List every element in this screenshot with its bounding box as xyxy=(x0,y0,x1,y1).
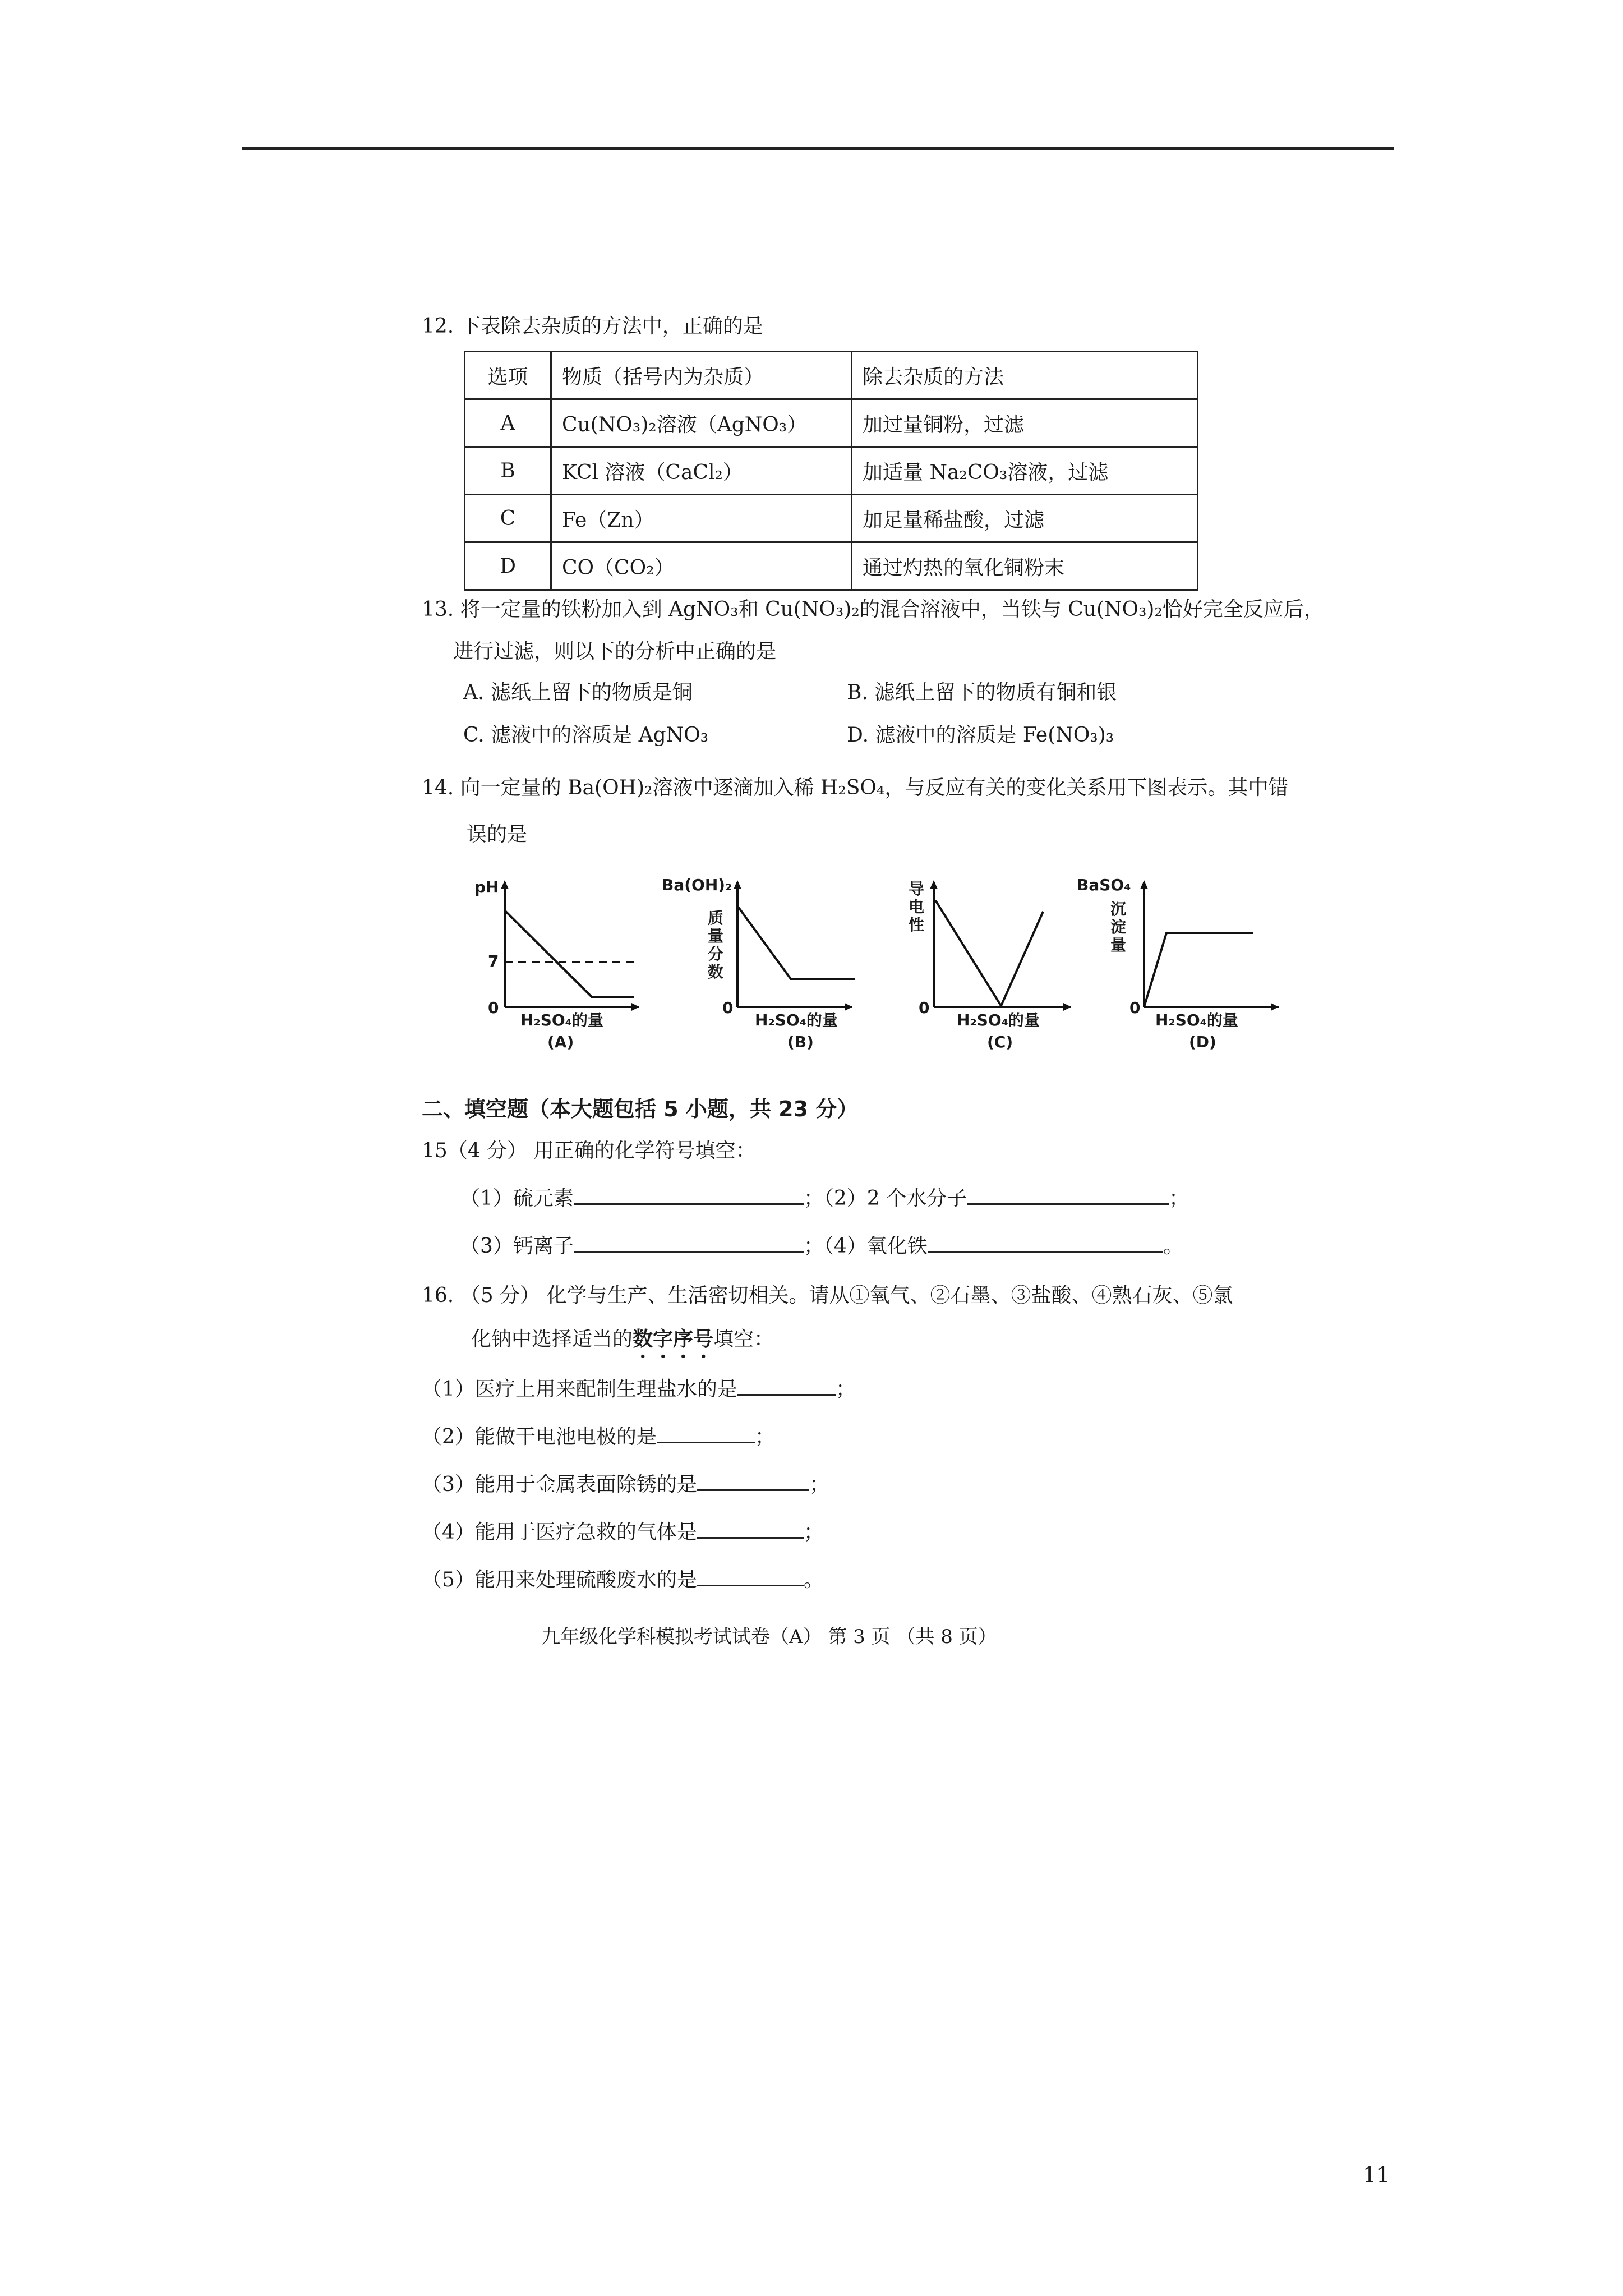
q15-part1: （1）硫元素 xyxy=(460,1187,574,1210)
q16-item-5 xyxy=(422,1568,824,1593)
table-row xyxy=(465,399,1198,447)
q16-line2 xyxy=(471,1327,774,1363)
table-header-cell: 除去杂质的方法 xyxy=(852,352,1198,399)
graph-d-ylabel-top: BaSO₄ xyxy=(1077,876,1131,894)
q16-blank-1[interactable] xyxy=(737,1377,836,1396)
graph-b-plot xyxy=(662,878,852,1024)
graph-a-origin: 0 xyxy=(488,999,499,1017)
q16-item-4 xyxy=(422,1520,824,1545)
q15-end1: ； xyxy=(1169,1187,1189,1210)
graph-d-ylabel: 沉淀量 xyxy=(1110,900,1127,954)
table-row xyxy=(465,542,1198,590)
graph-a-ytick: 7 xyxy=(488,952,499,970)
top-rule xyxy=(242,147,1394,150)
graph-b xyxy=(662,878,886,1057)
q16-item-1 xyxy=(422,1377,856,1402)
table-header-row xyxy=(465,352,1198,399)
table-cell: A xyxy=(465,399,551,447)
q15-end2: 。 xyxy=(1163,1235,1183,1258)
table-cell: Fe（Zn） xyxy=(551,495,852,542)
q15-blank-2[interactable] xyxy=(967,1186,1169,1205)
graph-c-caption: (C) xyxy=(987,1033,1013,1051)
table-cell: B xyxy=(465,447,551,495)
graph-a-xlabel: H₂SO₄的量 xyxy=(520,1011,603,1029)
page-footer: 九年级化学科模拟考试试卷（A） 第 3 页 （共 8 页） xyxy=(541,1626,997,1648)
table-cell: Cu(NO₃)₂溶液（AgNO₃） xyxy=(551,399,852,447)
q13-line2: 进行过滤，则以下的分析中正确的是 xyxy=(453,640,777,663)
q16-line2a: 化钠中选择适当的 xyxy=(471,1328,633,1351)
q16-blank-3[interactable] xyxy=(697,1473,809,1491)
q15-blank-4[interactable] xyxy=(928,1234,1163,1253)
graph-c-origin: 0 xyxy=(919,999,930,1017)
table-row xyxy=(465,447,1198,495)
q16-emphasis: 数字序号 xyxy=(633,1327,714,1351)
q15-line2 xyxy=(460,1234,1183,1259)
table-cell: 通过灼热的氧化铜粉末 xyxy=(852,542,1198,590)
graph-d-plot xyxy=(1077,878,1279,1024)
graph-d-caption: (D) xyxy=(1189,1033,1216,1051)
q16-item-text: （1）医疗上用来配制生理盐水的是 xyxy=(422,1378,737,1401)
section-2-title: 二、填空题（本大题包括 5 小题，共 23 分） xyxy=(422,1097,859,1121)
q14-line1: 14. 向一定量的 Ba(OH)₂溶液中逐滴加入稀 H₂SO₄，与反应有关的变化关系用下图表示。其中错 xyxy=(422,776,1289,799)
q16-item-end: 。 xyxy=(803,1568,824,1591)
q15-part2: ；（2）2 个水分子 xyxy=(803,1187,967,1210)
graph-b-xlabel: H₂SO₄的量 xyxy=(755,1011,838,1029)
graph-d-xlabel: H₂SO₄的量 xyxy=(1155,1011,1238,1029)
graph-d-origin: 0 xyxy=(1129,999,1141,1017)
q15-part3: （3）钙离子 xyxy=(460,1235,574,1258)
q14-line2: 误的是 xyxy=(467,823,528,846)
q15-blank-3[interactable] xyxy=(574,1234,804,1253)
q16-line1: 16. （5 分） 化学与生产、生活密切相关。请从①氧气、②石墨、③盐酸、④熟石灰、⑤氯 xyxy=(422,1284,1233,1307)
graph-b-caption: (B) xyxy=(787,1033,814,1051)
q15-part4: ；（4）氧化铁 xyxy=(803,1235,928,1258)
table-header-cell: 选项 xyxy=(465,352,551,399)
graph-a-caption: (A) xyxy=(547,1033,574,1051)
table-cell: D xyxy=(465,542,551,590)
q12-stem: 12. 下表除去杂质的方法中，正确的是 xyxy=(422,315,763,338)
table-cell: KCl 溶液（CaCl₂） xyxy=(551,447,852,495)
q16-item-text: （4）能用于医疗急救的气体是 xyxy=(422,1521,697,1544)
graph-a-ylabel: pH xyxy=(474,878,499,896)
q13-option-d: D. 滤液中的溶质是 Fe(NO₃)₃ xyxy=(847,724,1114,747)
table-row xyxy=(465,495,1198,542)
table-cell: 加适量 Na₂CO₃溶液，过滤 xyxy=(852,447,1198,495)
graph-b-ylabel: 质量分数 xyxy=(708,909,724,981)
table-header-cell: 物质（括号内为杂质） xyxy=(551,352,852,399)
q16-blank-4[interactable] xyxy=(697,1520,804,1539)
q13-line1: 13. 将一定量的铁粉加入到 AgNO₃和 Cu(NO₃)₂的混合溶液中，当铁与 Cu(NO₃)₂恰好完全反应后， xyxy=(422,598,1324,621)
q16-item-2 xyxy=(422,1425,775,1450)
q16-line2c: 填空： xyxy=(713,1328,774,1351)
q16-item-text: （3）能用于金属表面除锈的是 xyxy=(422,1473,697,1496)
table-cell: 加足量稀盐酸，过滤 xyxy=(852,495,1198,542)
graph-b-ylabel-top: Ba(OH)₂ xyxy=(662,876,732,894)
q16-item-end: ； xyxy=(835,1378,856,1401)
q15-line1 xyxy=(460,1186,1189,1211)
q16-item-text: （2）能做干电池电极的是 xyxy=(422,1425,657,1448)
q13-option-a: A. 滤纸上留下的物质是铜 xyxy=(463,681,693,704)
table-cell: CO（CO₂） xyxy=(551,542,852,590)
q15-blank-1[interactable] xyxy=(574,1186,804,1205)
q13-option-b: B. 滤纸上留下的物质有铜和银 xyxy=(847,681,1117,704)
q16-item-text: （5）能用来处理硫酸废水的是 xyxy=(422,1568,697,1591)
page-number: 11 xyxy=(1363,2162,1390,2187)
table-cell: 加过量铜粉，过滤 xyxy=(852,399,1198,447)
q16-blank-5[interactable] xyxy=(697,1568,804,1586)
q16-item-end: ； xyxy=(803,1521,824,1544)
q13-option-c: C. 滤液中的溶质是 AgNO₃ xyxy=(463,724,709,747)
q16-item-end: ； xyxy=(754,1425,775,1448)
q16-item-3 xyxy=(422,1473,829,1497)
q12-table xyxy=(464,351,1198,591)
q15-stem: 15（4 分） 用正确的化学符号填空： xyxy=(422,1139,756,1162)
q16-blank-2[interactable] xyxy=(657,1425,755,1443)
graph-b-origin: 0 xyxy=(722,999,734,1017)
graph-c-xlabel: H₂SO₄的量 xyxy=(957,1011,1040,1029)
graph-c-ylabel: 导电性 xyxy=(909,880,925,934)
q16-item-end: ； xyxy=(809,1473,829,1496)
table-cell: C xyxy=(465,495,551,542)
graph-d xyxy=(1077,878,1301,1057)
